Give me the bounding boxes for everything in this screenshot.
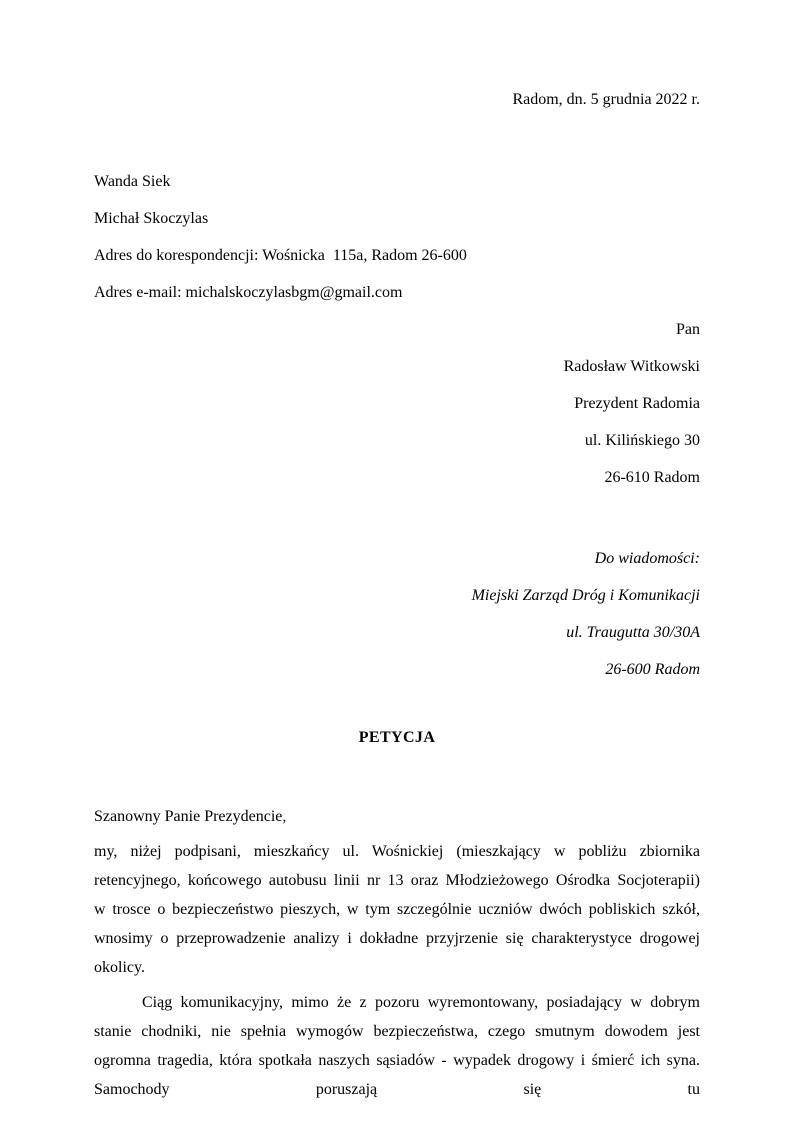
petition-title: PETYCJA	[358, 729, 436, 746]
sender-postal-address: Adres do korespondencji: Wośnicka 115a, Radom 26-600	[94, 247, 467, 264]
recipient-title: Prezydent Radomia	[574, 395, 700, 412]
cc-heading: Do wiadomości:	[594, 550, 700, 567]
cc-city: 26-600 Radom	[605, 661, 700, 678]
body-paragraph-2: Ciąg komunikacyjny, mimo że z pozoru wyremontowany, posiadający w dobrym stanie chodniki, nie spełnia wymogów bezpieczeństwa, czego smutnym dowodem jest ogromna tragedia, która spotkała naszych sąsiadów - wypadek drogowy i śmierć ich syna. Samochody poruszają się tu	[94, 994, 700, 1098]
salutation: Szanowny Panie Prezydencie,	[94, 808, 287, 825]
cc-block	[94, 540, 700, 688]
recipient-name: Radosław Witkowski	[563, 358, 700, 375]
recipient-city: 26-610 Radom	[604, 469, 700, 486]
body-paragraph-1: my, niżej podpisani, mieszkańcy ul. Wośnickiej (mieszkający w pobliżu zbiornika retencyjnego, końcowego autobusu linii nr 13 oraz Młodzieżowego Ośrodka Socjoterapii) w trosce o bezpieczeństwo pieszych, w tym szczególnie uczniów dwóch pobliskich szkół, wnosimy o przeprowadzenie analizy i dokładne przyjrzenie się charakterystyce drogowej okolicy.	[94, 843, 700, 976]
recipient-street: ul. Kilińskiego 30	[584, 432, 700, 449]
sender-email-address: Adres e-mail: michalskoczylasbgm@gmail.com	[94, 284, 403, 301]
recipient-honorific: Pan	[676, 321, 700, 338]
cc-organization: Miejski Zarząd Dróg i Komunikacji	[471, 587, 700, 604]
sender-name-1: Wanda Siek	[94, 173, 171, 190]
sender-name-2: Michał Skoczylas	[94, 210, 209, 227]
cc-street: ul. Traugutta 30/30A	[566, 624, 700, 641]
recipient-block	[94, 311, 700, 496]
date-line: Radom, dn. 5 grudnia 2022 r.	[512, 91, 700, 108]
sender-block	[94, 163, 700, 311]
